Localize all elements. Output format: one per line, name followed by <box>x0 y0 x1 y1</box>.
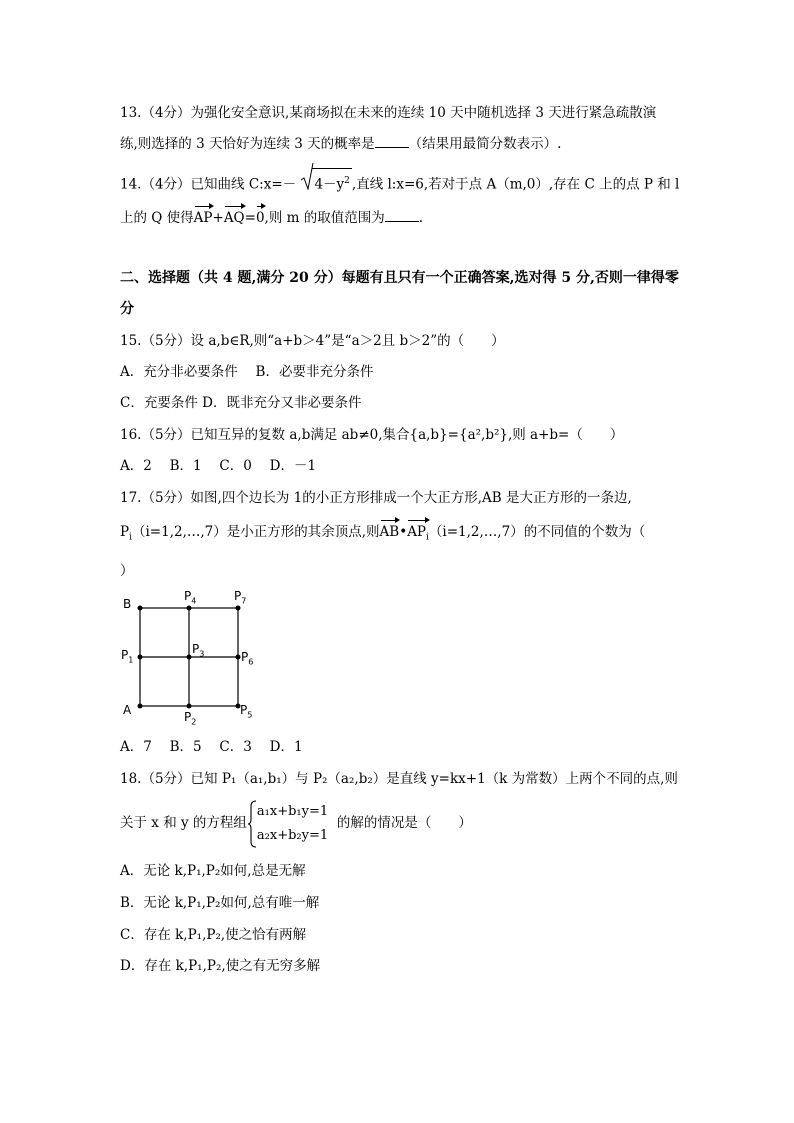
q17-options: A．7 B．5 C．3 D．1 <box>120 739 303 755</box>
q16-options: A．2 B．1 C．0 D．－1 <box>120 458 317 474</box>
vector-api <box>407 522 429 548</box>
answer-blank <box>385 209 419 222</box>
q13-line1: 13.（4分）为强化安全意识,某商场拟在未来的连续 10 天中随机选择 3 天进行紧急疏散演 <box>120 105 657 121</box>
q14-line1-text-a: 14.（4分）已知曲线 C:x=－ <box>120 176 297 193</box>
q15-stem: 15.（5分）设 a,b∈R,则“a+b＞4”是“a＞2且 b＞2”的（ ） <box>120 333 505 349</box>
label-p3-subscript: 3 <box>199 649 205 659</box>
label-p6-subscript: 6 <box>248 657 254 667</box>
label-a: A <box>123 703 132 717</box>
answer-blank <box>375 135 409 148</box>
plus-sign: + <box>212 210 224 226</box>
q17-line2 <box>120 522 645 548</box>
label-p4 <box>184 589 196 605</box>
dot-product: • <box>399 524 408 540</box>
vertex-p2 <box>187 704 192 709</box>
vector-aq: AQ <box>223 210 245 226</box>
section-heading-line2: 分 <box>120 301 134 317</box>
label-p2-letter: P <box>184 710 192 724</box>
label-p5-letter: P <box>240 703 248 717</box>
label-p7 <box>234 589 246 605</box>
q18-option-d: D．存在 k,P₁,P₂,使之有无穷多解 <box>120 958 321 974</box>
equals-sign: = <box>244 210 256 226</box>
q17-line3: ） <box>120 563 134 579</box>
label-p4-letter: P <box>184 589 192 603</box>
label-p4-subscript: 4 <box>191 596 197 606</box>
equation-1: a₁x+b₁y=1 <box>256 803 329 819</box>
label-p1 <box>121 648 133 664</box>
label-p2 <box>184 710 196 726</box>
radical-sign-icon <box>300 162 314 190</box>
vector-ap: AP <box>193 210 213 226</box>
vertex-p4 <box>187 606 192 611</box>
label-p3 <box>192 642 204 658</box>
vector-api-subscript: i <box>426 532 429 543</box>
label-p7-letter: P <box>234 589 242 603</box>
vector-api-label: AP <box>407 524 427 540</box>
grid-diagram <box>118 586 268 726</box>
q15-options-cd: C．充要条件 D．既非充分又非必要条件 <box>120 395 362 411</box>
vertex-p7 <box>236 606 241 611</box>
section-heading-line1: 二、选择题（共 4 题,满分 20 分）每题有且只有一个正确答案,选对得 5 分,否则一律得零 <box>120 270 679 286</box>
q14-line1-text-b: ,直线 l:x=6,若对于点 A（m,0）,存在 C 上的点 P 和 l <box>351 176 680 193</box>
q13-line2-text-a: 练,则选择的 3 天恰好为连续 3 天的概率是 <box>120 136 375 152</box>
q17-line2-text-b: （i=1,2,…,7）的不同值的个数为（ <box>428 524 646 540</box>
radicand-exponent: 2 <box>344 176 350 186</box>
vector-ab: AB <box>379 524 400 540</box>
q18-option-a: A．无论 k,P₁,P₂如何,总是无解 <box>120 863 306 879</box>
q18-line2 <box>120 799 472 847</box>
q14-line2-text-c: . <box>418 210 424 226</box>
label-p5-subscript: 5 <box>247 710 253 720</box>
q13-line2 <box>120 134 561 154</box>
label-p7-subscript: 7 <box>241 596 247 606</box>
vertex-b <box>138 606 143 611</box>
sqrt-expression <box>300 168 351 195</box>
q14-line2-text-a: 上的 Q 使得 <box>120 210 194 226</box>
label-p2-subscript: 2 <box>191 717 197 727</box>
point-p-subscript: i <box>129 532 132 543</box>
vertex-a <box>138 704 143 709</box>
q18-line2-text-a: 关于 x 和 y 的方程组 <box>120 815 247 831</box>
equation-2: a₂x+b₂y=1 <box>256 827 329 843</box>
q18-option-b: B．无论 k,P₁,P₂如何,总有唯一解 <box>120 895 320 911</box>
q15-options-ab: A．充分非必要条件 B．必要非充分条件 <box>120 364 374 380</box>
label-p6 <box>241 650 253 666</box>
left-brace-icon <box>247 800 257 848</box>
q17-line1: 17.（5分）如图,四个边长为 1的小正方形排成一个大正方形,AB 是大正方形的一条边, <box>120 490 632 506</box>
q13-line2-text-b: （结果用最简分数表示）. <box>408 136 562 152</box>
q17-line2-text-a: （i=1,2,…,7）是小正方形的其余顶点,则 <box>131 524 380 540</box>
vertex-p1 <box>138 655 143 660</box>
q18-option-c: C．存在 k,P₁,P₂,使之恰有两解 <box>120 927 307 943</box>
q14-line2 <box>120 208 423 228</box>
radicand: 4－y <box>314 176 345 193</box>
q18-line2-text-b: 的解的情况是（ ） <box>336 815 472 831</box>
equation-system <box>247 800 337 848</box>
label-b: B <box>123 597 132 611</box>
point-p: P <box>120 524 130 540</box>
label-p1-letter: P <box>121 648 129 662</box>
q14-line2-text-b: ,则 m 的取值范围为 <box>264 210 385 226</box>
label-p1-subscript: 1 <box>128 655 134 665</box>
vector-zero: 0 <box>255 210 265 226</box>
label-p3-letter: P <box>192 642 200 656</box>
vertex-p3 <box>187 655 192 660</box>
q16-stem: 16.（5分）已知互异的复数 a,b满足 ab≠0,集合{a,b}={a²,b²},则 a+b=（ ） <box>120 427 624 443</box>
q18-line1: 18.（5分）已知 P₁（a₁,b₁）与 P₂（a₂,b₂）是直线 y=kx+1（k 为常数）上两个不同的点,则 <box>120 771 678 787</box>
label-p6-letter: P <box>241 650 249 664</box>
vertex-p6 <box>236 655 241 660</box>
label-p5 <box>240 703 252 719</box>
q14-line1 <box>120 168 679 195</box>
